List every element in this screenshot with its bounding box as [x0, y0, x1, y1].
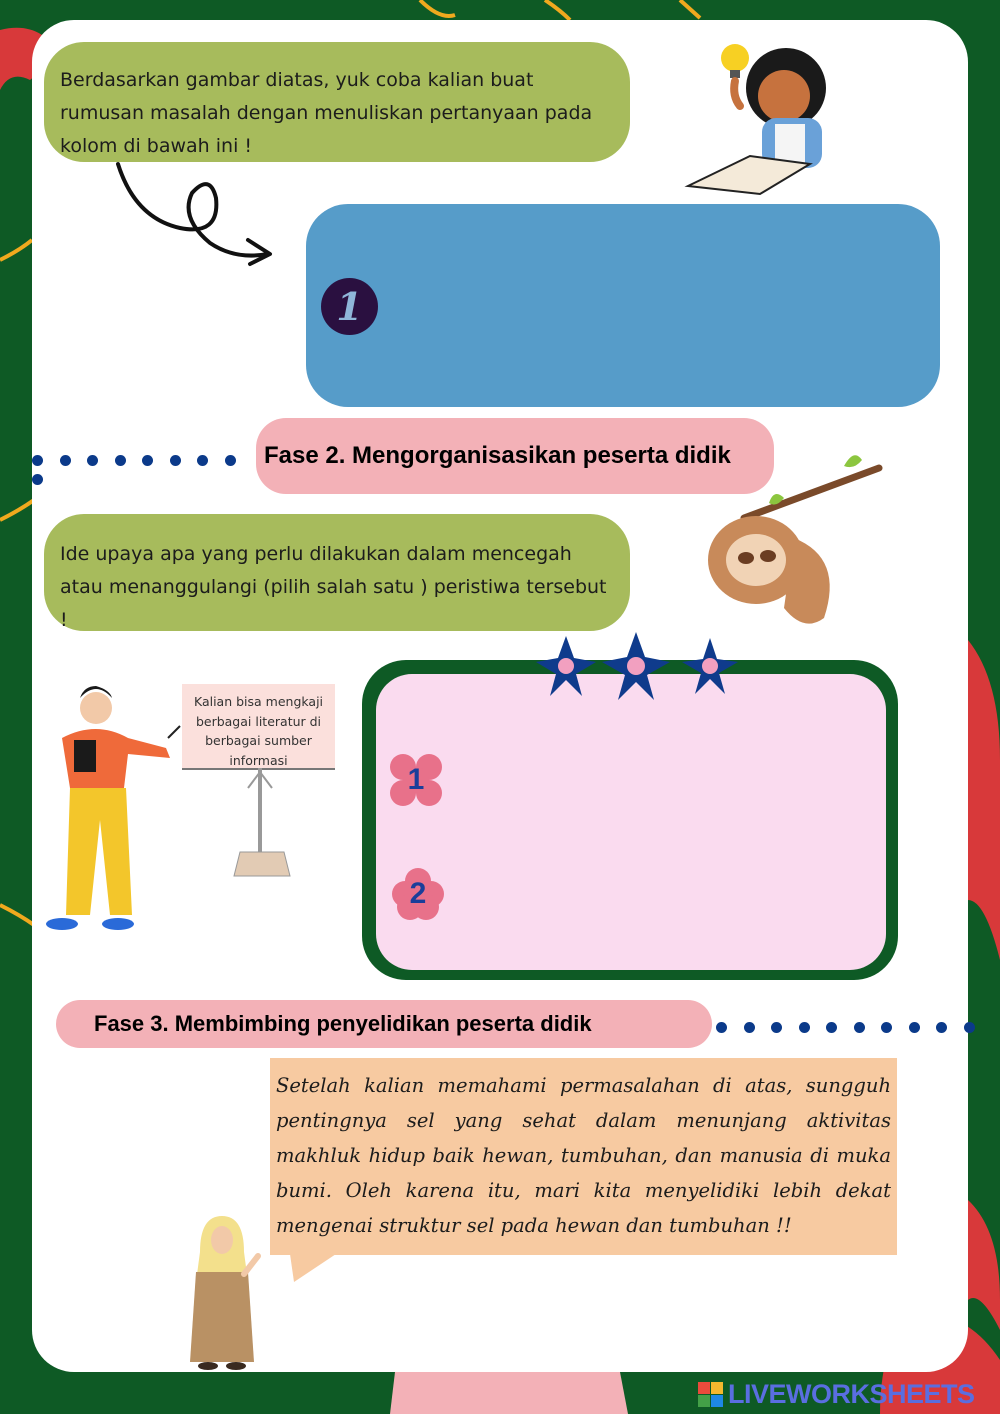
speech-tail-icon	[290, 1254, 340, 1284]
answer-field-1[interactable]	[306, 204, 940, 407]
idea-prompt-text: Ide upaya apa yang perlu dilakukan dalam mencegah atau menanggulangi (pilih salah satu ) peristiwa tersebut !	[60, 543, 607, 631]
info-board	[182, 684, 335, 770]
info-board-text: Kalian bisa mengkaji berbagai literatur di berbagai sumber informasi	[193, 694, 324, 768]
problem-prompt-bubble	[44, 42, 630, 162]
problem-prompt-text: Berdasarkan gambar diatas, yuk coba kalian buat rumusan masalah dengan menuliskan pertanyaan pada kolom di bawah ini !	[60, 69, 593, 157]
investigation-text-box	[270, 1058, 897, 1255]
idea-prompt-bubble	[44, 514, 630, 631]
phase-3-title: Fase 3. Membimbing penyelidikan peserta didik	[94, 1011, 592, 1036]
phase-3-heading	[56, 1000, 712, 1048]
answer-number-2-badge	[392, 868, 444, 920]
dotted-line-left	[32, 451, 272, 461]
board-stand-icon	[228, 768, 298, 880]
dotted-line-right	[716, 1018, 1000, 1028]
liveworksheets-logo-icon	[698, 1382, 724, 1408]
investigation-text: Setelah kalian memahami permasalahan di atas, sungguh pentingnya sel yang sehat dalam menunjang aktivitas makhluk hidup baik hewan, tumbuhan, dan manusia di muka bumi. Oleh karena itu, mari kita menyelidiki lebih dekat mengenai struktur sel pada hewan dan tumbuhan !!	[276, 1074, 891, 1237]
answer-number-1: 1	[407, 763, 425, 796]
teacher-pointing-icon	[40, 680, 190, 935]
phase-2-title: Fase 2. Mengorganisasikan peserta didik	[264, 442, 731, 469]
sloth-icon	[684, 448, 884, 638]
answer-number-2: 2	[409, 877, 427, 910]
answer-number-badge: 1	[321, 278, 378, 335]
teacher-hijab-icon	[178, 1212, 262, 1372]
answer-field-2[interactable]	[376, 674, 886, 970]
answer-number-1-badge	[390, 754, 442, 806]
liveworksheets-wordmark: LIVEWORKSHEETS	[728, 1379, 975, 1409]
girl-reading-icon	[680, 36, 850, 196]
curly-arrow-icon	[110, 158, 280, 273]
flowers-decoration-icon	[534, 630, 744, 706]
